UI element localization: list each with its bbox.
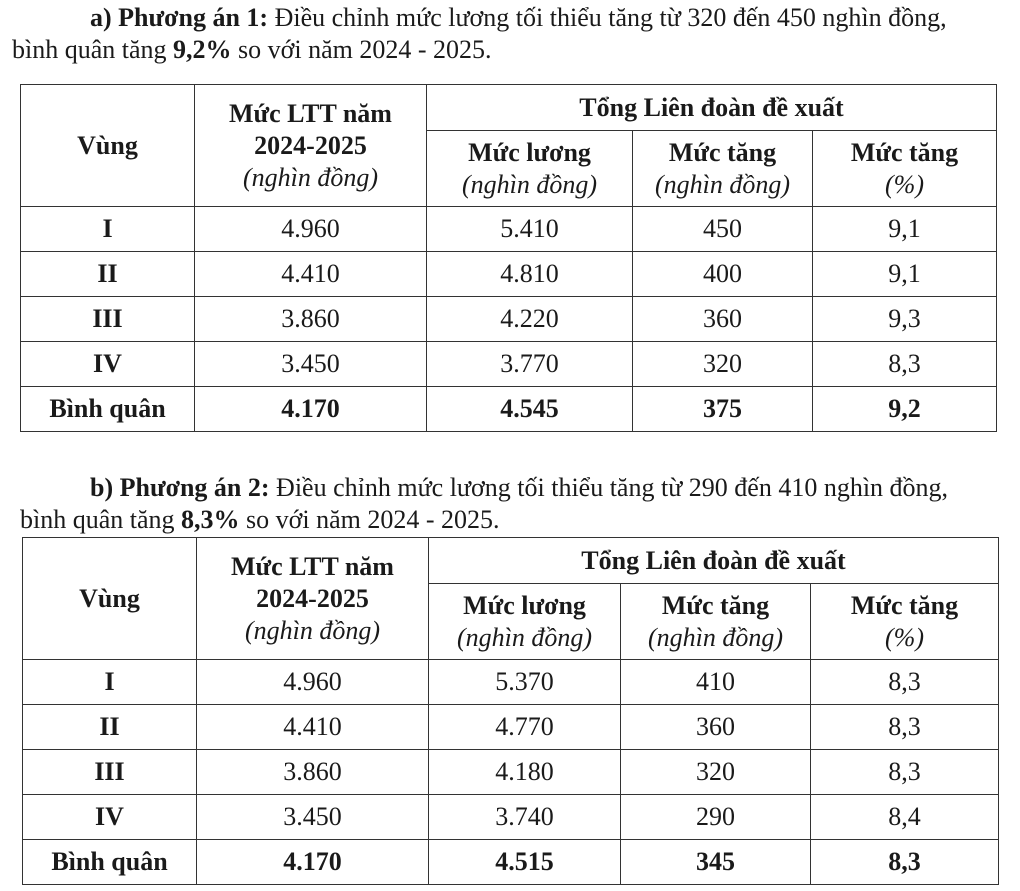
- section-a-label: a) Phương án 1:: [90, 3, 269, 32]
- table-option-2: [22, 537, 999, 885]
- cell-wage: 5.370: [429, 660, 621, 705]
- cell-increase: 345: [621, 840, 811, 885]
- cell-increase: 320: [633, 342, 813, 387]
- cell-region: Bình quân: [21, 387, 195, 432]
- header-increase-percent: Mức tăng (%): [813, 131, 997, 207]
- header-increase-amount: Mức tăng (nghìn đồng): [621, 584, 811, 660]
- cell-percent: 8,3: [811, 840, 999, 885]
- header-increase-amount: Mức tăng (nghìn đồng): [633, 131, 813, 207]
- cell-percent: 9,2: [813, 387, 997, 432]
- cell-wage: 5.410: [427, 207, 633, 252]
- cell-increase: 320: [621, 750, 811, 795]
- section-a-text-line1: Điều chỉnh mức lương tối thiểu tăng từ 320 đến 450 nghìn đồng,: [268, 3, 947, 32]
- cell-percent: 9,3: [813, 297, 997, 342]
- cell-percent: 9,1: [813, 252, 997, 297]
- table-row: [21, 207, 997, 252]
- cell-current: 3.450: [195, 342, 427, 387]
- table-row: [23, 750, 999, 795]
- cell-region: II: [21, 252, 195, 297]
- cell-current: 4.170: [195, 387, 427, 432]
- cell-wage: 4.515: [429, 840, 621, 885]
- table-row: [21, 342, 997, 387]
- header-increase-percent: Mức tăng (%): [811, 584, 999, 660]
- header-current-wage: Mức LTT năm 2024-2025 (nghìn đồng): [197, 538, 429, 660]
- section-a-text-suffix: so với năm 2024 - 2025.: [231, 35, 492, 64]
- cell-current: 4.170: [197, 840, 429, 885]
- cell-region: I: [23, 660, 197, 705]
- cell-increase: 400: [633, 252, 813, 297]
- header-group-proposal: Tổng Liên đoàn đề xuất: [429, 538, 999, 584]
- cell-wage: 3.770: [427, 342, 633, 387]
- table-option-1: [20, 84, 997, 432]
- cell-region: IV: [21, 342, 195, 387]
- cell-region: Bình quân: [23, 840, 197, 885]
- section-a-text-prefix: bình quân tăng: [12, 35, 174, 64]
- cell-increase: 410: [621, 660, 811, 705]
- cell-increase: 360: [621, 705, 811, 750]
- cell-wage: 3.740: [429, 795, 621, 840]
- cell-current: 4.960: [197, 660, 429, 705]
- cell-current: 3.450: [197, 795, 429, 840]
- table-row-average: [21, 387, 997, 432]
- cell-wage: 4.180: [429, 750, 621, 795]
- section-b-line2: [0, 504, 1010, 536]
- header-group-proposal: Tổng Liên đoàn đề xuất: [427, 85, 997, 131]
- section-b-label: b) Phương án 2:: [90, 473, 270, 502]
- header-current-wage: Mức LTT năm 2024-2025 (nghìn đồng): [195, 85, 427, 207]
- cell-percent: 8,3: [813, 342, 997, 387]
- header-proposed-wage: Mức lương (nghìn đồng): [429, 584, 621, 660]
- cell-increase: 290: [621, 795, 811, 840]
- cell-current: 4.410: [197, 705, 429, 750]
- section-b-percent: 8,3%: [181, 505, 240, 534]
- cell-region: III: [21, 297, 195, 342]
- table-row: [23, 705, 999, 750]
- cell-wage: 4.810: [427, 252, 633, 297]
- cell-region: I: [21, 207, 195, 252]
- section-b-line1: [0, 472, 1010, 504]
- cell-current: 4.410: [195, 252, 427, 297]
- section-b-text-line1: Điều chỉnh mức lương tối thiểu tăng từ 290 đến 410 nghìn đồng,: [269, 473, 949, 502]
- cell-wage: 4.545: [427, 387, 633, 432]
- cell-increase: 360: [633, 297, 813, 342]
- cell-current: 3.860: [197, 750, 429, 795]
- header-proposed-wage: Mức lương (nghìn đồng): [427, 131, 633, 207]
- cell-percent: 8,4: [811, 795, 999, 840]
- section-b-heading: [0, 472, 1010, 536]
- cell-wage: 4.770: [429, 705, 621, 750]
- section-a-line2: [0, 34, 1010, 66]
- section-a-percent: 9,2%: [173, 35, 232, 64]
- cell-increase: 375: [633, 387, 813, 432]
- cell-region: II: [23, 705, 197, 750]
- cell-wage: 4.220: [427, 297, 633, 342]
- section-b-text-prefix: bình quân tăng: [20, 505, 182, 534]
- cell-percent: 8,3: [811, 705, 999, 750]
- cell-increase: 450: [633, 207, 813, 252]
- cell-percent: 8,3: [811, 660, 999, 705]
- table-row: [21, 297, 997, 342]
- section-a-heading: [0, 2, 1010, 66]
- header-region: Vùng: [21, 85, 195, 207]
- section-b-text-suffix: so với năm 2024 - 2025.: [239, 505, 500, 534]
- cell-current: 3.860: [195, 297, 427, 342]
- cell-region: III: [23, 750, 197, 795]
- header-region: Vùng: [23, 538, 197, 660]
- table-row-average: [23, 840, 999, 885]
- cell-region: IV: [23, 795, 197, 840]
- cell-percent: 8,3: [811, 750, 999, 795]
- cell-current: 4.960: [195, 207, 427, 252]
- table-row: [21, 252, 997, 297]
- section-a-line1: [0, 2, 1010, 34]
- table-row: [23, 660, 999, 705]
- table-row: [23, 795, 999, 840]
- cell-percent: 9,1: [813, 207, 997, 252]
